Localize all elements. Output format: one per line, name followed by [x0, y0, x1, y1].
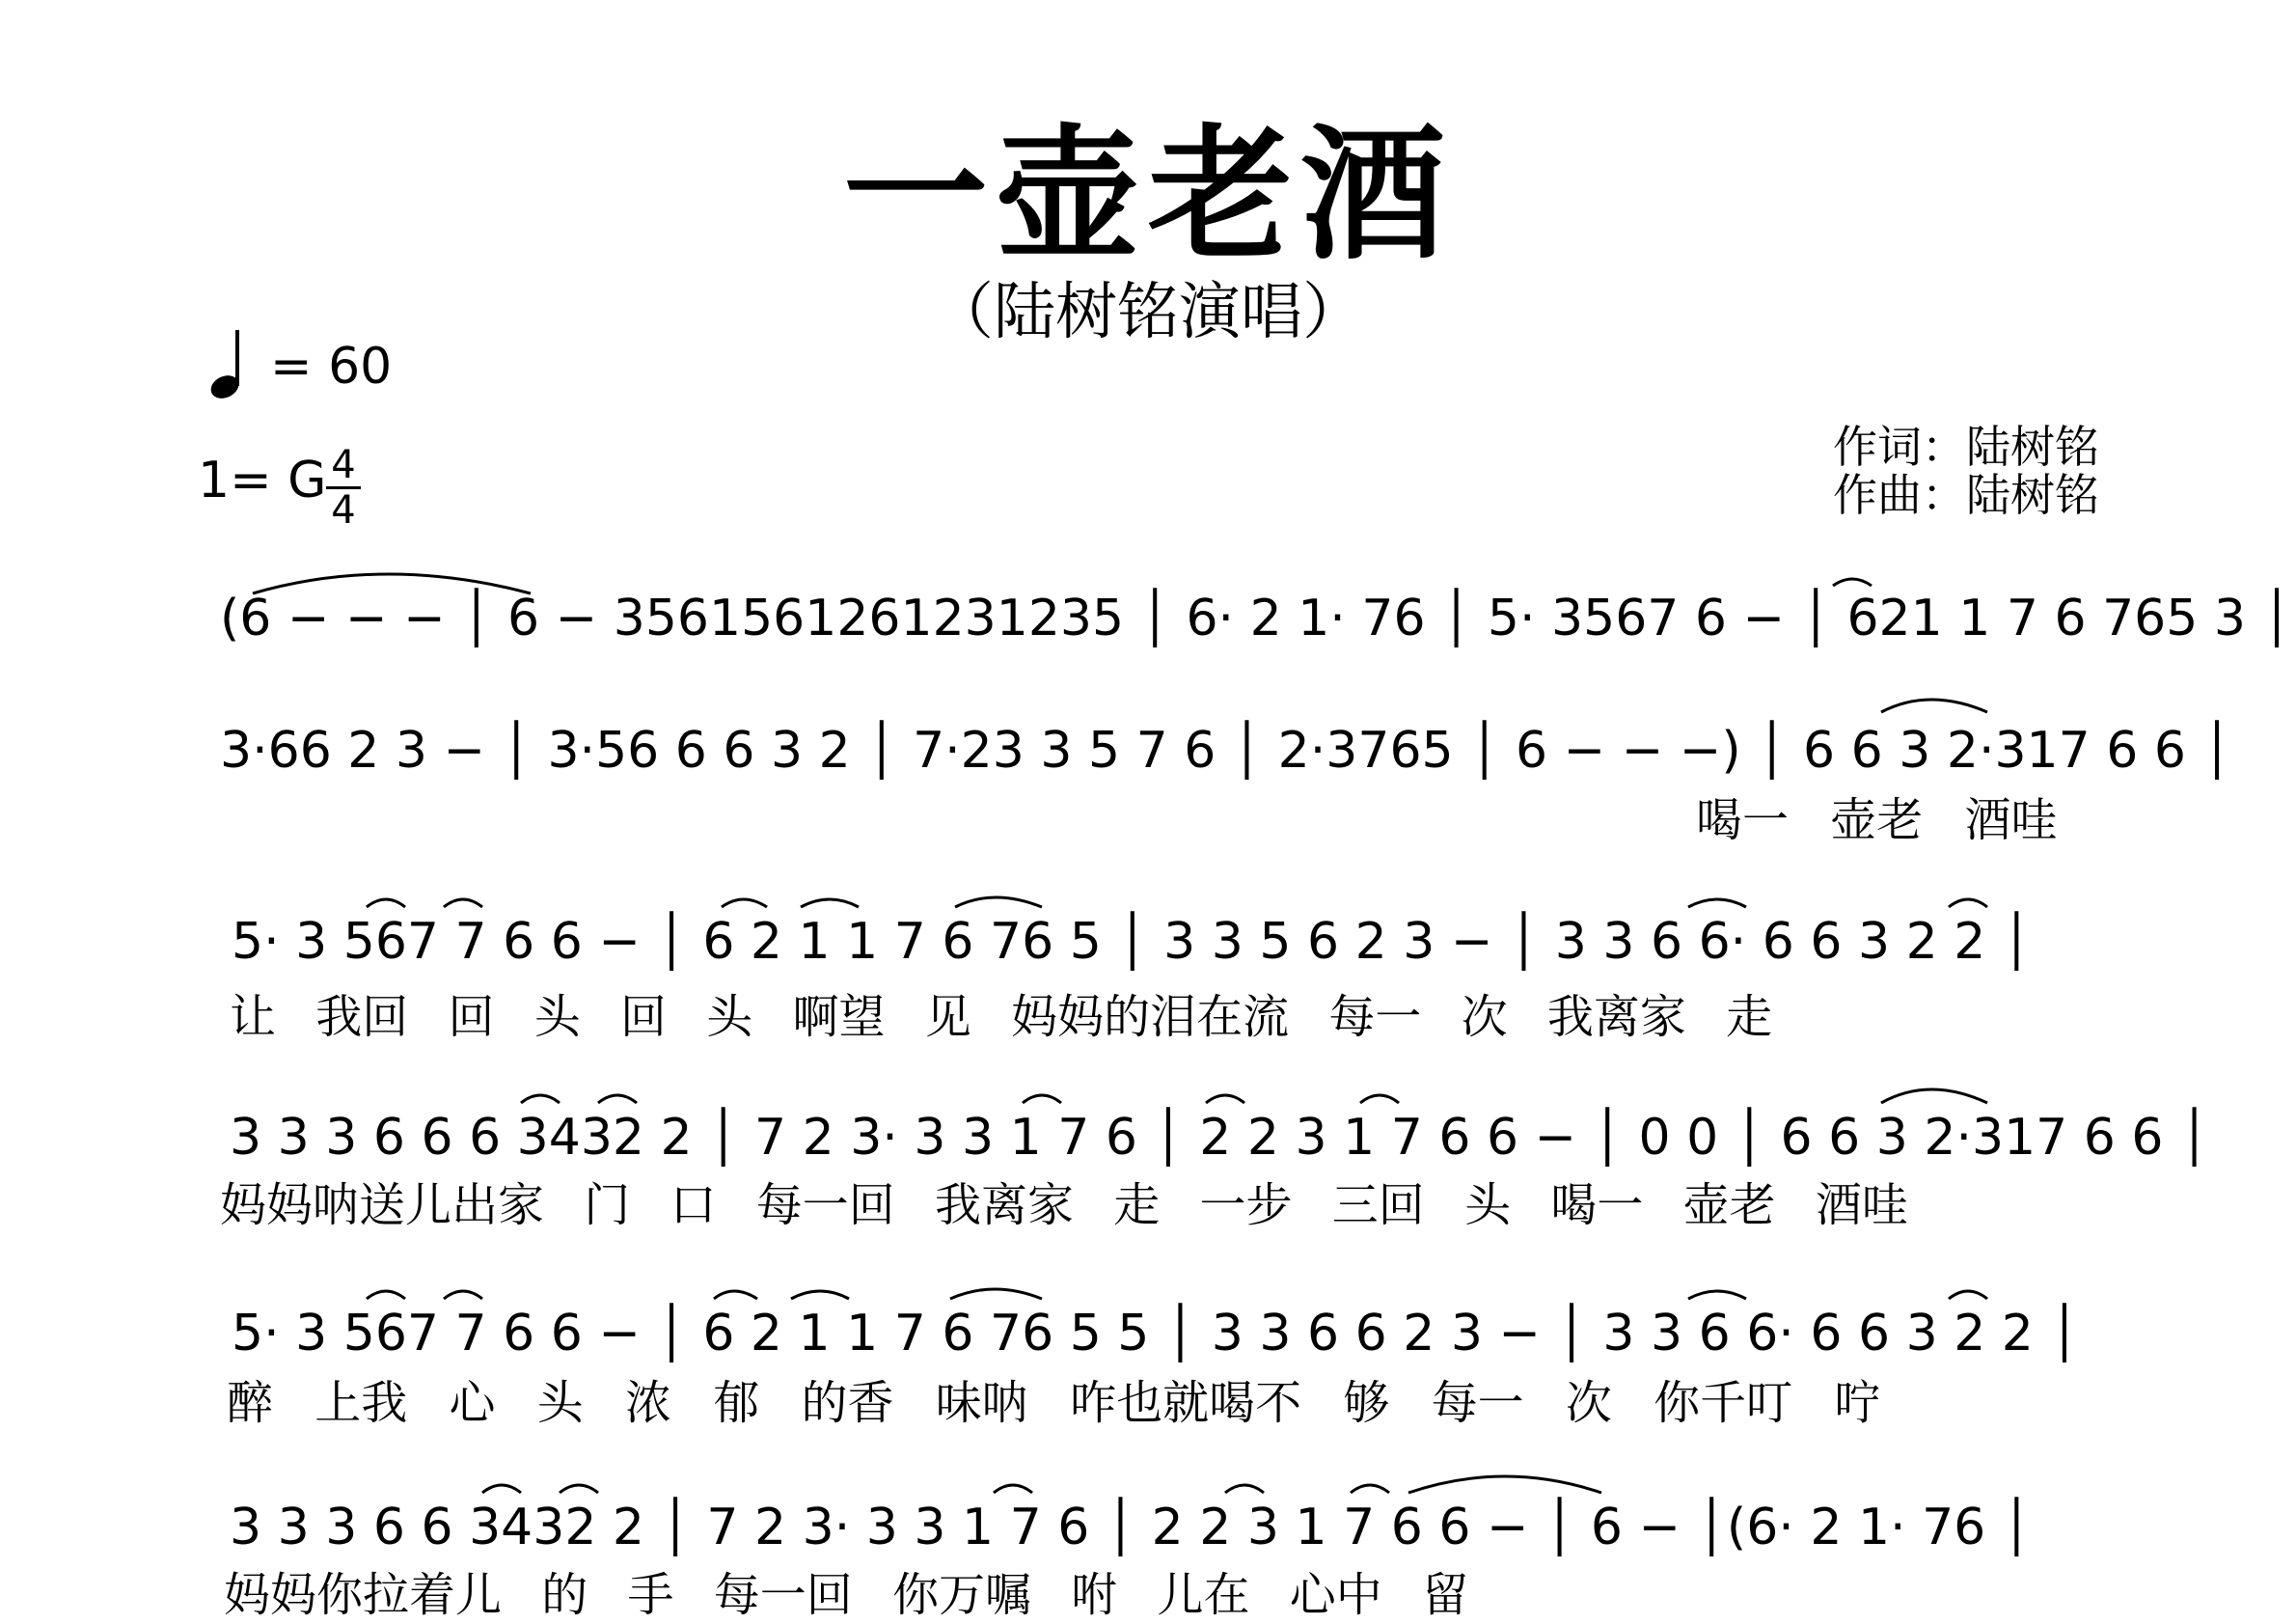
notation-line: 5· 3 567 7 6 6 − │ 6 2 1 1 7 6 76 5 │ 3 3 5 6 2 3 − │ 3 3 6 6· 6 6 3 2 2 │	[232, 913, 2033, 971]
time-signature-top: 4	[326, 446, 361, 489]
notation-line: 5· 3 567 7 6 6 − │ 6 2 1 1 7 6 76 5 5 │ 3 3 6 6 2 3 − │ 3 3 6 6· 6 6 3 2 2 │	[232, 1305, 2080, 1363]
composer-credit: 作曲：陆树铭	[1833, 469, 2099, 521]
notation-line: (6 − − − │ 6 − 3561561261231235 │ 6· 2 1· 76 │ 5· 3567 6 − │ 621 1 7 6 765 3 │	[220, 590, 2292, 647]
song-title: 一壶老酒	[842, 112, 1453, 280]
lyric-line: 喝一 壶老 酒哇	[1696, 793, 2058, 847]
slur-marks	[0, 590, 2296, 709]
notation-line: 3 3 3 6 6 6 3432 2 │ 7 2 3· 3 3 1 7 6 │ 2 2 3 1 7 6 6 − │ 0 0 │ 6 6 3 2·317 6 6 │	[230, 1109, 2210, 1167]
key-signature: 1= G	[198, 452, 327, 509]
notation-line: 3·66 2 3 − │ 3·56 6 6 3 2 │ 7·23 3 5 7 6 │ 2·3765 │ 6 − − −) │ 6 6 3 2·317 6 6 │	[220, 722, 2232, 780]
slur-marks	[0, 1499, 2296, 1622]
lyric-line: 妈妈你拉着儿 的 手 每一回 你万嘱 咐 儿在 心中 留	[224, 1568, 1469, 1622]
slur-marks	[0, 913, 2296, 1032]
performer-credit: （陆树铭演唱）	[932, 277, 1364, 348]
slur-marks	[0, 1305, 2296, 1430]
lyric-line: 让 我回 回 头 回 头 啊望 见 妈妈的泪在流 每一 次 我离家 走	[230, 990, 1773, 1044]
time-signature-bottom: 4	[331, 488, 356, 533]
lyric-line: 醉 上我 心 头 浓 郁 的香 味呐 咋也就喝不 够 每一 次 你千叮 咛	[227, 1376, 1881, 1430]
lyricist-credit: 作词：陆树铭	[1833, 421, 2099, 473]
slur-marks	[0, 1109, 2296, 1232]
notation-line: 3 3 3 6 6 3432 2 │ 7 2 3· 3 3 1 7 6 │ 2 2 3 1 7 6 6 − │ 6 − │(6· 2 1· 76 │	[230, 1499, 2033, 1556]
tempo-value: = 60	[270, 338, 393, 396]
slur-marks	[0, 722, 2296, 847]
lyric-line: 妈妈呐送儿出家 门 口 每一回 我离家 走 一步 三回 头 喝一 壶老 酒哇	[220, 1178, 1908, 1232]
time-signature	[326, 443, 361, 533]
